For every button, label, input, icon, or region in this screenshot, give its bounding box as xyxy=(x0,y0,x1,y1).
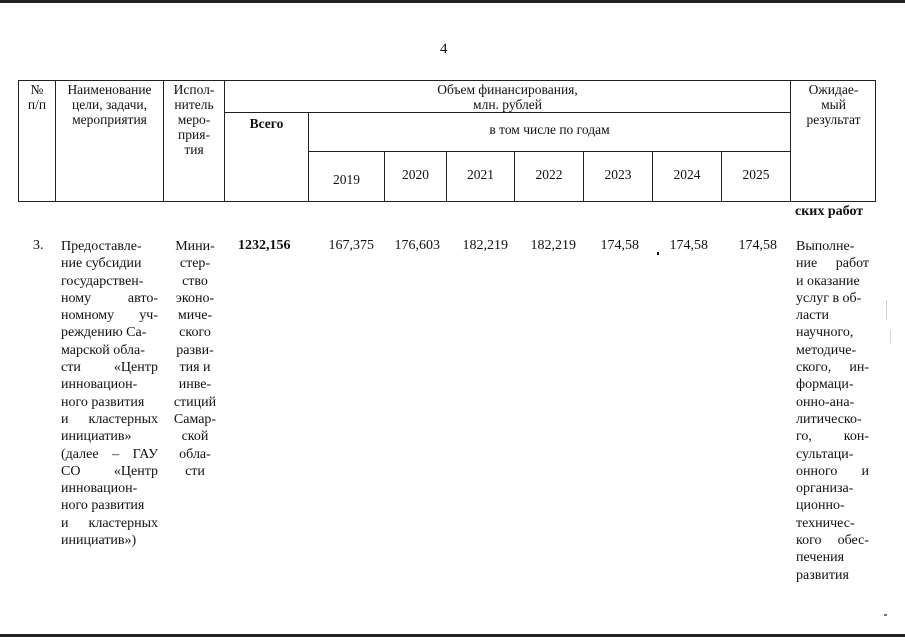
header-total: Всего xyxy=(249,116,284,131)
scan-edge-top xyxy=(0,0,905,3)
row-result-line: организа- xyxy=(796,481,854,497)
row-result-line: научного, xyxy=(796,325,854,341)
row-name-line: сти «Центр xyxy=(61,360,158,376)
row-result-line: формаци- xyxy=(796,377,854,393)
row-name-line: номному уч- xyxy=(61,308,158,324)
row-result-line: Выполне- xyxy=(796,239,855,254)
row-name-line: (далее – ГАУ xyxy=(61,446,158,462)
row-value: 167,375 xyxy=(328,238,374,253)
row-result-line: методиче- xyxy=(796,342,857,358)
row-name-line: инновацион- xyxy=(61,377,138,393)
header-year: 2021 xyxy=(467,167,494,182)
header-number: № п/п xyxy=(27,82,47,112)
scan-edge-bottom xyxy=(0,634,905,637)
row-executor-line: ского xyxy=(179,325,211,341)
row-name-line: Предоставле- xyxy=(61,239,142,254)
row-executor-line: Мини- xyxy=(175,239,215,254)
header-name: Наименование цели, задачи, мероприятия xyxy=(67,82,152,127)
carryover-text: ских работ xyxy=(795,204,864,219)
table-header xyxy=(18,80,876,202)
row-result-line: и оказание xyxy=(796,273,860,289)
row-name-line: государствен- xyxy=(61,273,144,289)
scan-speck xyxy=(886,300,887,320)
row-name-line: СО «Центр xyxy=(61,463,158,479)
row-name-line: марской обла- xyxy=(61,342,145,358)
row-executor-line: тия и xyxy=(179,360,211,376)
row-result-line: кого обес- xyxy=(796,533,869,549)
page-number: 4 xyxy=(440,41,448,57)
scan-speck xyxy=(657,252,659,255)
row-result-line: ционно- xyxy=(796,498,845,514)
header-executor: Испол- нитель меро- прия- тия xyxy=(173,82,215,157)
row-executor-line: разви- xyxy=(176,342,214,358)
row-executor-line: стер- xyxy=(179,256,211,272)
header-year: 2025 xyxy=(742,167,770,182)
row-executor-line: ской xyxy=(181,429,209,445)
row-name-line: и кластерных xyxy=(61,411,158,427)
row-total: 1232,156 xyxy=(238,238,291,253)
row-result-line: печения xyxy=(796,550,845,566)
row-executor-line: Самар- xyxy=(173,411,217,427)
row-name-line: ного развития xyxy=(61,498,145,514)
header-year: 2023 xyxy=(604,167,632,182)
row-result-line: онно-ана- xyxy=(796,394,855,410)
row-result-line: ского, ин- xyxy=(796,360,869,376)
row-executor-line: инве- xyxy=(178,377,212,393)
row-executor xyxy=(164,238,226,480)
row-value: 174,58 xyxy=(669,238,708,253)
row-result-line: ние работ xyxy=(796,256,869,272)
row-result-line: го, кон- xyxy=(796,429,869,445)
row-result-line: техничес- xyxy=(796,515,855,531)
row-name-line: инициатив» xyxy=(61,429,132,445)
row-value: 182,219 xyxy=(530,238,576,253)
row-executor-line: ство xyxy=(182,273,208,289)
row-executor-line: миче- xyxy=(177,308,213,324)
header-result: Ожидае- мый результат xyxy=(806,82,861,127)
row-value: 176,603 xyxy=(394,238,440,253)
row-name-line: ному авто- xyxy=(61,290,158,306)
row-name-line: инновацион- xyxy=(61,481,138,497)
header-funding: Объем финансирования, млн. рублей xyxy=(437,82,578,112)
row-executor-line: эконо- xyxy=(175,290,215,306)
row-number: 3. xyxy=(33,238,44,253)
row-executor-line: обла- xyxy=(179,446,211,462)
scan-speck xyxy=(884,614,887,616)
header-year: 2020 xyxy=(402,167,429,182)
row-value: 174,58 xyxy=(738,238,777,253)
row-value: 182,219 xyxy=(462,238,508,253)
row-executor-line: сти xyxy=(185,463,205,479)
header-by-years: в том числе по годам xyxy=(489,122,610,137)
row-result xyxy=(796,238,869,584)
header-year: 2024 xyxy=(673,167,701,182)
row-result-line: услуг в об- xyxy=(796,290,862,306)
header-year: 2022 xyxy=(535,167,563,182)
row-name-line: ние субсидии xyxy=(61,256,142,272)
row-result-line: онного и xyxy=(796,463,869,479)
scan-speck xyxy=(890,330,891,344)
header-year: 2019 xyxy=(333,172,360,187)
row-result-line: сультаци- xyxy=(796,446,854,462)
row-result-line: развития xyxy=(796,567,849,583)
row-name-line: реждению Са- xyxy=(61,325,147,341)
row-name-line: ного развития xyxy=(61,394,145,410)
row-executor-line: стиций xyxy=(173,394,217,410)
row-result-line: ласти xyxy=(796,308,830,324)
row-value: 174,58 xyxy=(600,238,639,253)
row-name-line: и кластерных xyxy=(61,515,158,531)
row-result-line: литическо- xyxy=(796,411,862,427)
row-name xyxy=(61,238,158,549)
row-name-line: инициатив») xyxy=(61,533,137,549)
